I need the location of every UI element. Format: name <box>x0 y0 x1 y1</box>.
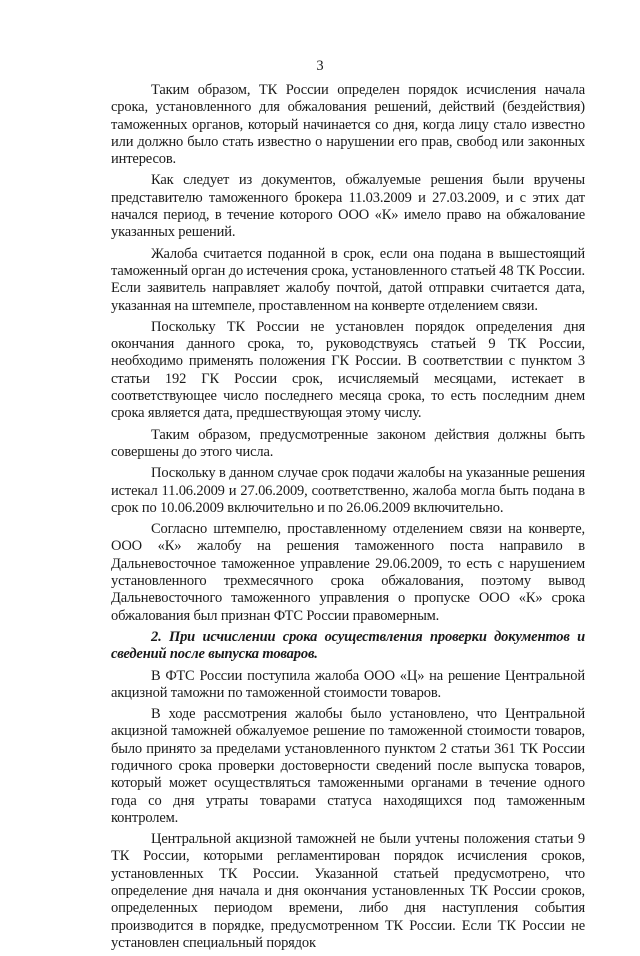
page-number: 3 <box>316 58 324 74</box>
paragraph: Центральной акцизной таможней не были учтены положения статьи 9 ТК России, которыми регламентирован порядок исчисления сроков, установленных ТК России. Указанной статьей предусмотрено, что определение дня начала и дня окончания установленных ТК России сроков, определенных периодом времени, либо дня наступления события производится в порядке, предусмотренном ТК России. Если ТК России не установлен специальный порядок <box>111 831 585 951</box>
paragraph: Жалоба считается поданной в срок, если она подана в вышестоящий таможенный орган до истечения срока, установленного статьей 48 ТК России. Если заявитель направляет жалобу почтой, датой отправки считается дата, указанная на штемпеле, проставленном на конверте отделением связи. <box>111 245 585 314</box>
paragraph: Поскольку в данном случае срок подачи жалобы на указанные решения истекал 11.06.2009 и 27.06.2009, соответственно, жалоба могла быть подана в срок по 10.06.2009 включительно и по 26.06.2009 включительно. <box>111 465 585 516</box>
paragraph: Поскольку ТК России не установлен порядок определения дня окончания данного срока, то, руководствуясь статьей 9 ТК России, необходимо применять положения ГК России. В соответствии с пунктом 3 статьи 192 ГК России срок, исчисляемый месяцами, истекает в соответствующее число последнего месяца срока, то есть последним днем срока является дата, предшествующая этому числу. <box>111 318 585 422</box>
paragraph: Таким образом, предусмотренные законом действия должны быть совершены до этого числа. <box>111 426 585 460</box>
paragraph: Как следует из документов, обжалуемые решения были вручены представителю таможенного брокера 11.03.2009 и 27.03.2009, и с этих дат начался период, в течение которого ООО «К» имело право на обжалование указанных решений. <box>111 172 585 241</box>
paragraph: Согласно штемпелю, проставленному отделением связи на конверте, ООО «К» жалобу на решения таможенного поста направило в Дальневосточное таможенное управление 29.06.2009, то есть с нарушением установленного трехмесячного срока обжалования, поэтому вывод Дальневосточного таможенного управления о пропуске ООО «К» срока обжалования был признан ФТС России правомерным. <box>111 521 585 624</box>
paragraph: В ходе рассмотрения жалобы было установлено, что Центральной акцизной таможней обжалуемое решение по таможенной стоимости товаров, было принято за пределами установленного пунктом 2 статьи 361 ТК России годичного срока проверки достоверности сведений после выпуска товаров, который может осуществляться таможенными органами в течение одного года со дня утраты товарами статуса находящихся под таможенным контролем. <box>111 706 585 826</box>
paragraph: Таким образом, ТК России определен порядок исчисления начала срока, установленного для обжалования решений, действий (бездействия) таможенных органов, который начинается со дня, когда лицу стало известно или должно было стать известно о нарушении его прав, свобод или законных интересов. <box>111 82 585 168</box>
paragraph: В ФТС России поступила жалоба ООО «Ц» на решение Центральной акцизной таможни по таможенной стоимости товаров. <box>111 667 585 701</box>
document-body <box>111 82 585 956</box>
section-heading: 2. При исчислении срока осуществления проверки документов и сведений после выпуска товаров. <box>111 628 585 663</box>
